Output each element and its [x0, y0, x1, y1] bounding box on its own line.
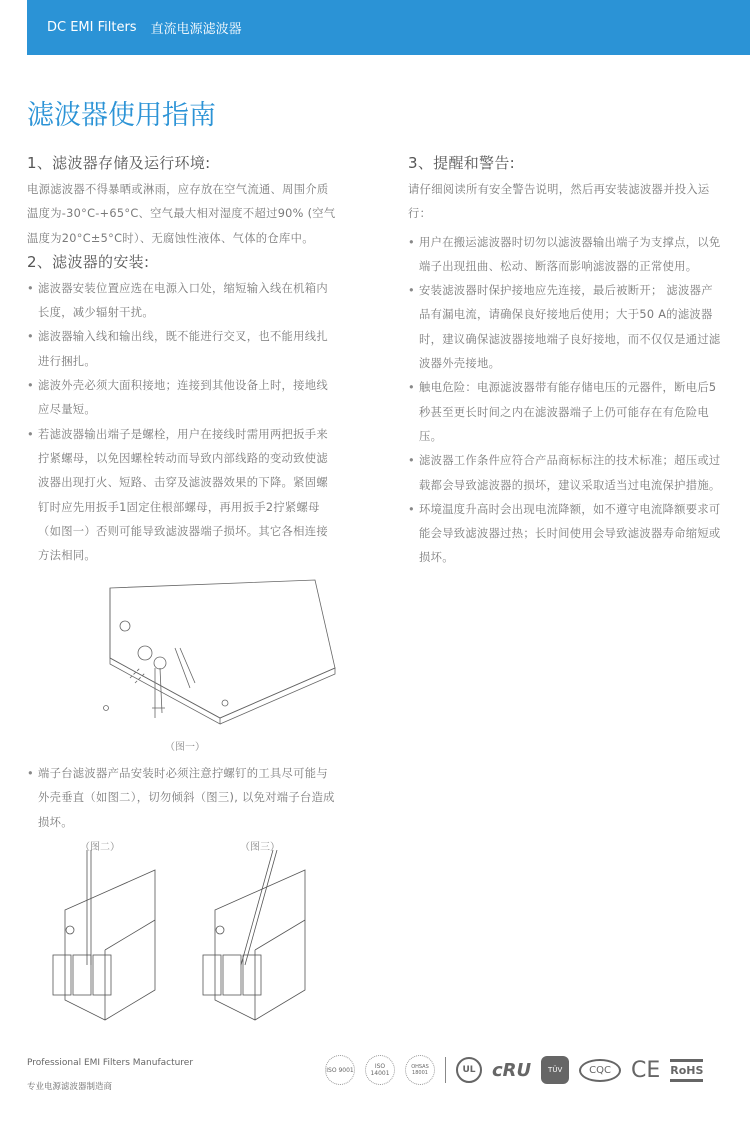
page-title: 滤波器使用指南	[27, 100, 216, 131]
tuv-logo: TÜV	[541, 1056, 569, 1084]
figure-1-caption: （图一）	[165, 742, 205, 753]
divider	[445, 1057, 446, 1083]
section3-intro: 请仔细阅读所有安全警告说明，然后再安装滤波器并投入运行：	[408, 183, 710, 221]
cru-logo: cRU	[492, 1059, 532, 1081]
right-column	[408, 150, 723, 571]
section1-heading: 1、滤波器存储及运行环境:	[27, 154, 211, 172]
section2-list	[27, 277, 339, 569]
figure-3-illustration	[195, 850, 325, 1030]
footer-en: Professional EMI Filters Manufacturer	[27, 1058, 194, 1068]
left-column	[27, 150, 339, 568]
list-item: • 安装滤波器时保护接地应先连接，最后被断开； 滤波器产品有漏电流，请确保良好接地后使用；大于50 A的滤波器时，建议确保滤波器接地端子良好接地，而不仅仅是通过滤波器外壳接地。	[408, 279, 723, 376]
figure-1-illustration	[100, 568, 340, 738]
header-cn: 直流电源滤波器	[150, 22, 242, 37]
list-item: • 端子台滤波器产品安装时必须注意拧螺钉的工具尽可能与外壳垂直（如图二），切勿倾斜（图三), 以免对端子台造成损坏。	[27, 762, 339, 835]
list-item: • 环境温度升高时会出现电流降额，如不遵守电流降额要求可能会导致滤波器过热；长时间使用会导致滤波器寿命缩短或损坏。	[408, 498, 723, 571]
footer-cn: 专业电源滤波器制造商	[27, 1082, 113, 1092]
figure-3-caption: （图三）	[240, 842, 280, 853]
rohs-logo: RoHS	[670, 1059, 703, 1082]
section2-heading: 2、滤波器的安装:	[27, 252, 150, 271]
list-item: • 若滤波器输出端子是螺栓，用户在接线时需用两把扳手来拧紧螺母，以免因螺栓转动而导致内部线路的变动致使滤波器出现打火、短路、击穿及滤波器效果的下降。紧固螺钉时应先用扳手1固定住根部螺母，再用扳手2拧紧螺母（如图一）否则可能导致滤波器端子损坏。其它各相连接方法相同。	[27, 423, 339, 569]
list-item: • 滤波器工作条件应符合产品商标标注的技术标准；超压或过载都会导致滤波器的损坏，建议采取适当过电流保护措施。	[408, 449, 723, 498]
cqc-logo: CQC	[579, 1059, 621, 1082]
section1-body: 电源滤波器不得暴晒或淋雨，应存放在空气流通、周围介质温度为-30°C-+65°C、空气最大相对湿度不超过90% (空气温度为20°C±5°C时）、无腐蚀性液体、气体的仓库中。	[27, 183, 336, 245]
ohsas18001-logo: OHSAS 18001	[405, 1055, 435, 1085]
section3-heading: 3、提醒和警告:	[408, 154, 515, 172]
iso14001-logo: ISO 14001	[365, 1055, 395, 1085]
list-item: • 触电危险：电源滤波器带有能存储电压的元器件，断电后5秒甚至更长时间之内在滤波器端子上仍可能存在有危险电压。	[408, 376, 723, 449]
ul-logo: UL	[456, 1057, 482, 1083]
figure-2-caption: （图二）	[80, 842, 120, 853]
header-en: DC EMI Filters	[47, 20, 137, 35]
list-item: • 滤波器安装位置应选在电源入口处，缩短输入线在机箱内长度，减少辐射干扰。	[27, 277, 339, 326]
list-item: • 用户在搬运滤波器时切勿以滤波器输出端子为支撑点，以免端子出现扭曲、松动、断落而影响滤波器的正常使用。	[408, 231, 723, 280]
figure-2-illustration	[45, 850, 165, 1030]
ce-logo: CE	[631, 1057, 661, 1083]
iso9001-logo: ISO 9001	[325, 1055, 355, 1085]
page-header	[27, 0, 750, 55]
certification-logos	[325, 1055, 703, 1085]
terminal-note	[27, 762, 339, 835]
list-item: • 滤波器输入线和输出线，既不能进行交叉，也不能用线扎进行捆扎。	[27, 325, 339, 374]
list-item: • 滤波外壳必须大面积接地；连接到其他设备上时，接地线应尽量短。	[27, 374, 339, 423]
section3-list	[408, 231, 723, 571]
